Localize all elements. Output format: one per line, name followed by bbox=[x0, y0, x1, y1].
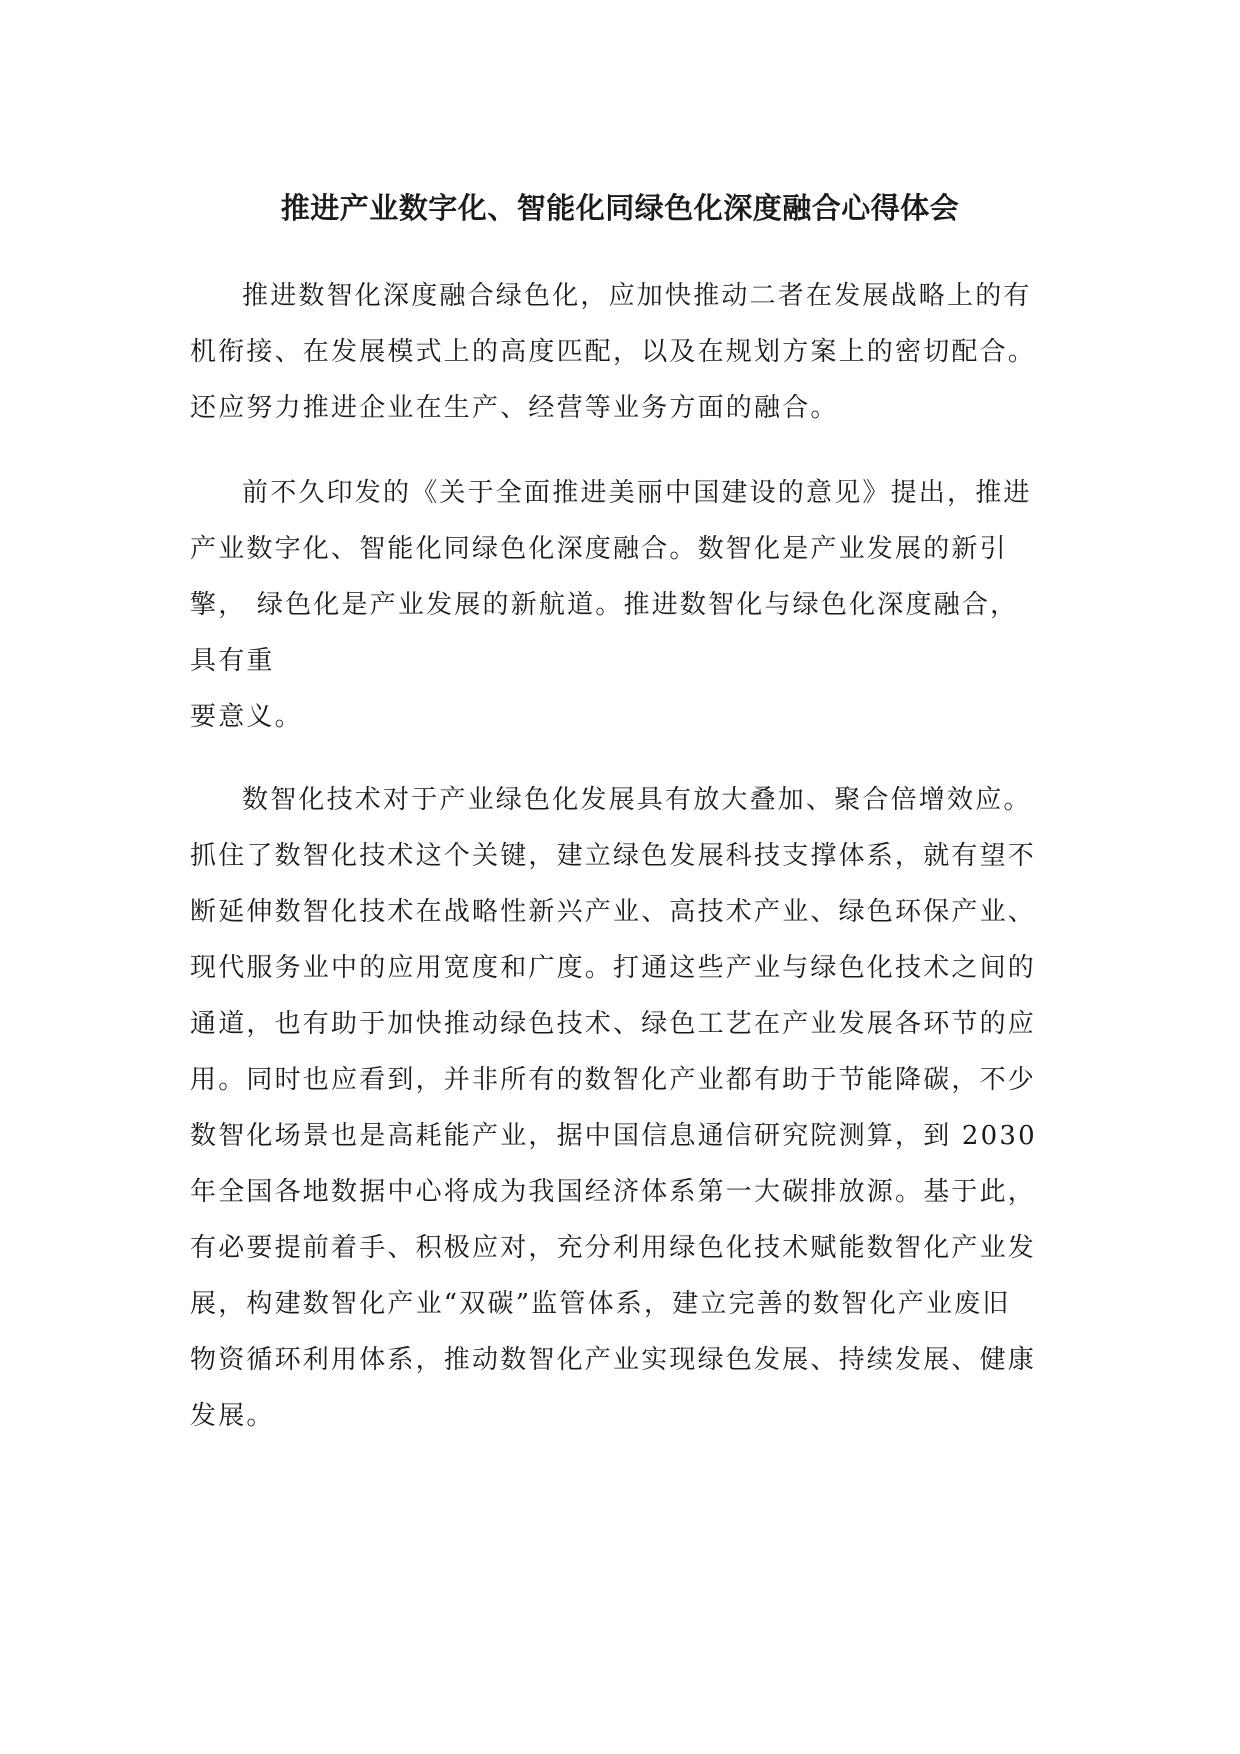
paragraph-line: 展，构建数智化产业“双碳”监管体系，建立完善的数智化产业废旧 bbox=[190, 1289, 1011, 1319]
paragraph-2 bbox=[190, 465, 1090, 745]
paragraph-line: 产业数字化、智能化同绿色化深度融合。数智化是产业发展的新引 bbox=[190, 534, 1008, 564]
paragraph-line: 要意义。 bbox=[190, 702, 303, 732]
paragraph-line: 机衔接、在发展模式上的高度匹配，以及在规划方案上的密切配合。 bbox=[190, 337, 1037, 367]
paragraph-line: 数智化场景也是高耗能产业，据中国信息通信研究院测算，到 2030 bbox=[190, 1121, 1037, 1151]
paragraph-line: 断延伸数智化技术在战略性新兴产业、高技术产业、绿色环保产业、 bbox=[190, 897, 1037, 927]
paragraph-line: 推进数智化深度融合绿色化，应加快推动二者在发展战略上的有 bbox=[242, 281, 1032, 311]
paragraph-line: 通道，也有助于加快推动绿色技术、绿色工艺在产业发展各环节的应 bbox=[190, 1009, 1037, 1039]
paragraph-line: 年全国各地数据中心将成为我国经济体系第一大碳排放源。基于此， bbox=[190, 1177, 1037, 1207]
paragraph-line: 还应努力推进企业在生产、经营等业务方面的融合。 bbox=[190, 393, 839, 423]
paragraph-line: 数智化技术对于产业绿色化发展具有放大叠加、聚合倍增效应。 bbox=[242, 785, 1032, 815]
paragraph-line: 抓住了数智化技术这个关键，建立绿色发展科技支撑体系，就有望不 bbox=[190, 841, 1037, 871]
document-title: 推进产业数字化、智能化同绿色化深度融合心得体会 bbox=[280, 191, 960, 225]
paragraph-line: 物资循环利用体系，推动数智化产业实现绿色发展、持续发展、健康 bbox=[190, 1345, 1037, 1375]
paragraph-line: 擎， 绿色化是产业发展的新航道。推进数智化与绿色化深度融合， bbox=[190, 590, 1019, 620]
paragraph-3 bbox=[190, 772, 1090, 1444]
paragraph-line: 现代服务业中的应用宽度和广度。打通这些产业与绿色化技术之间的 bbox=[190, 953, 1037, 983]
paragraph-line: 有必要提前着手、积极应对，充分利用绿色化技术赋能数智化产业发 bbox=[190, 1233, 1037, 1263]
paragraph-line: 用。同时也应看到，并非所有的数智化产业都有助于节能降碳，不少 bbox=[190, 1065, 1037, 1095]
paragraph-line: 具有重 bbox=[190, 646, 275, 676]
paragraph-1 bbox=[190, 268, 1090, 436]
paragraph-line: 发展。 bbox=[190, 1401, 275, 1431]
paragraph-line: 前不久印发的《关于全面推进美丽中国建设的意见》提出，推进 bbox=[242, 478, 1032, 508]
